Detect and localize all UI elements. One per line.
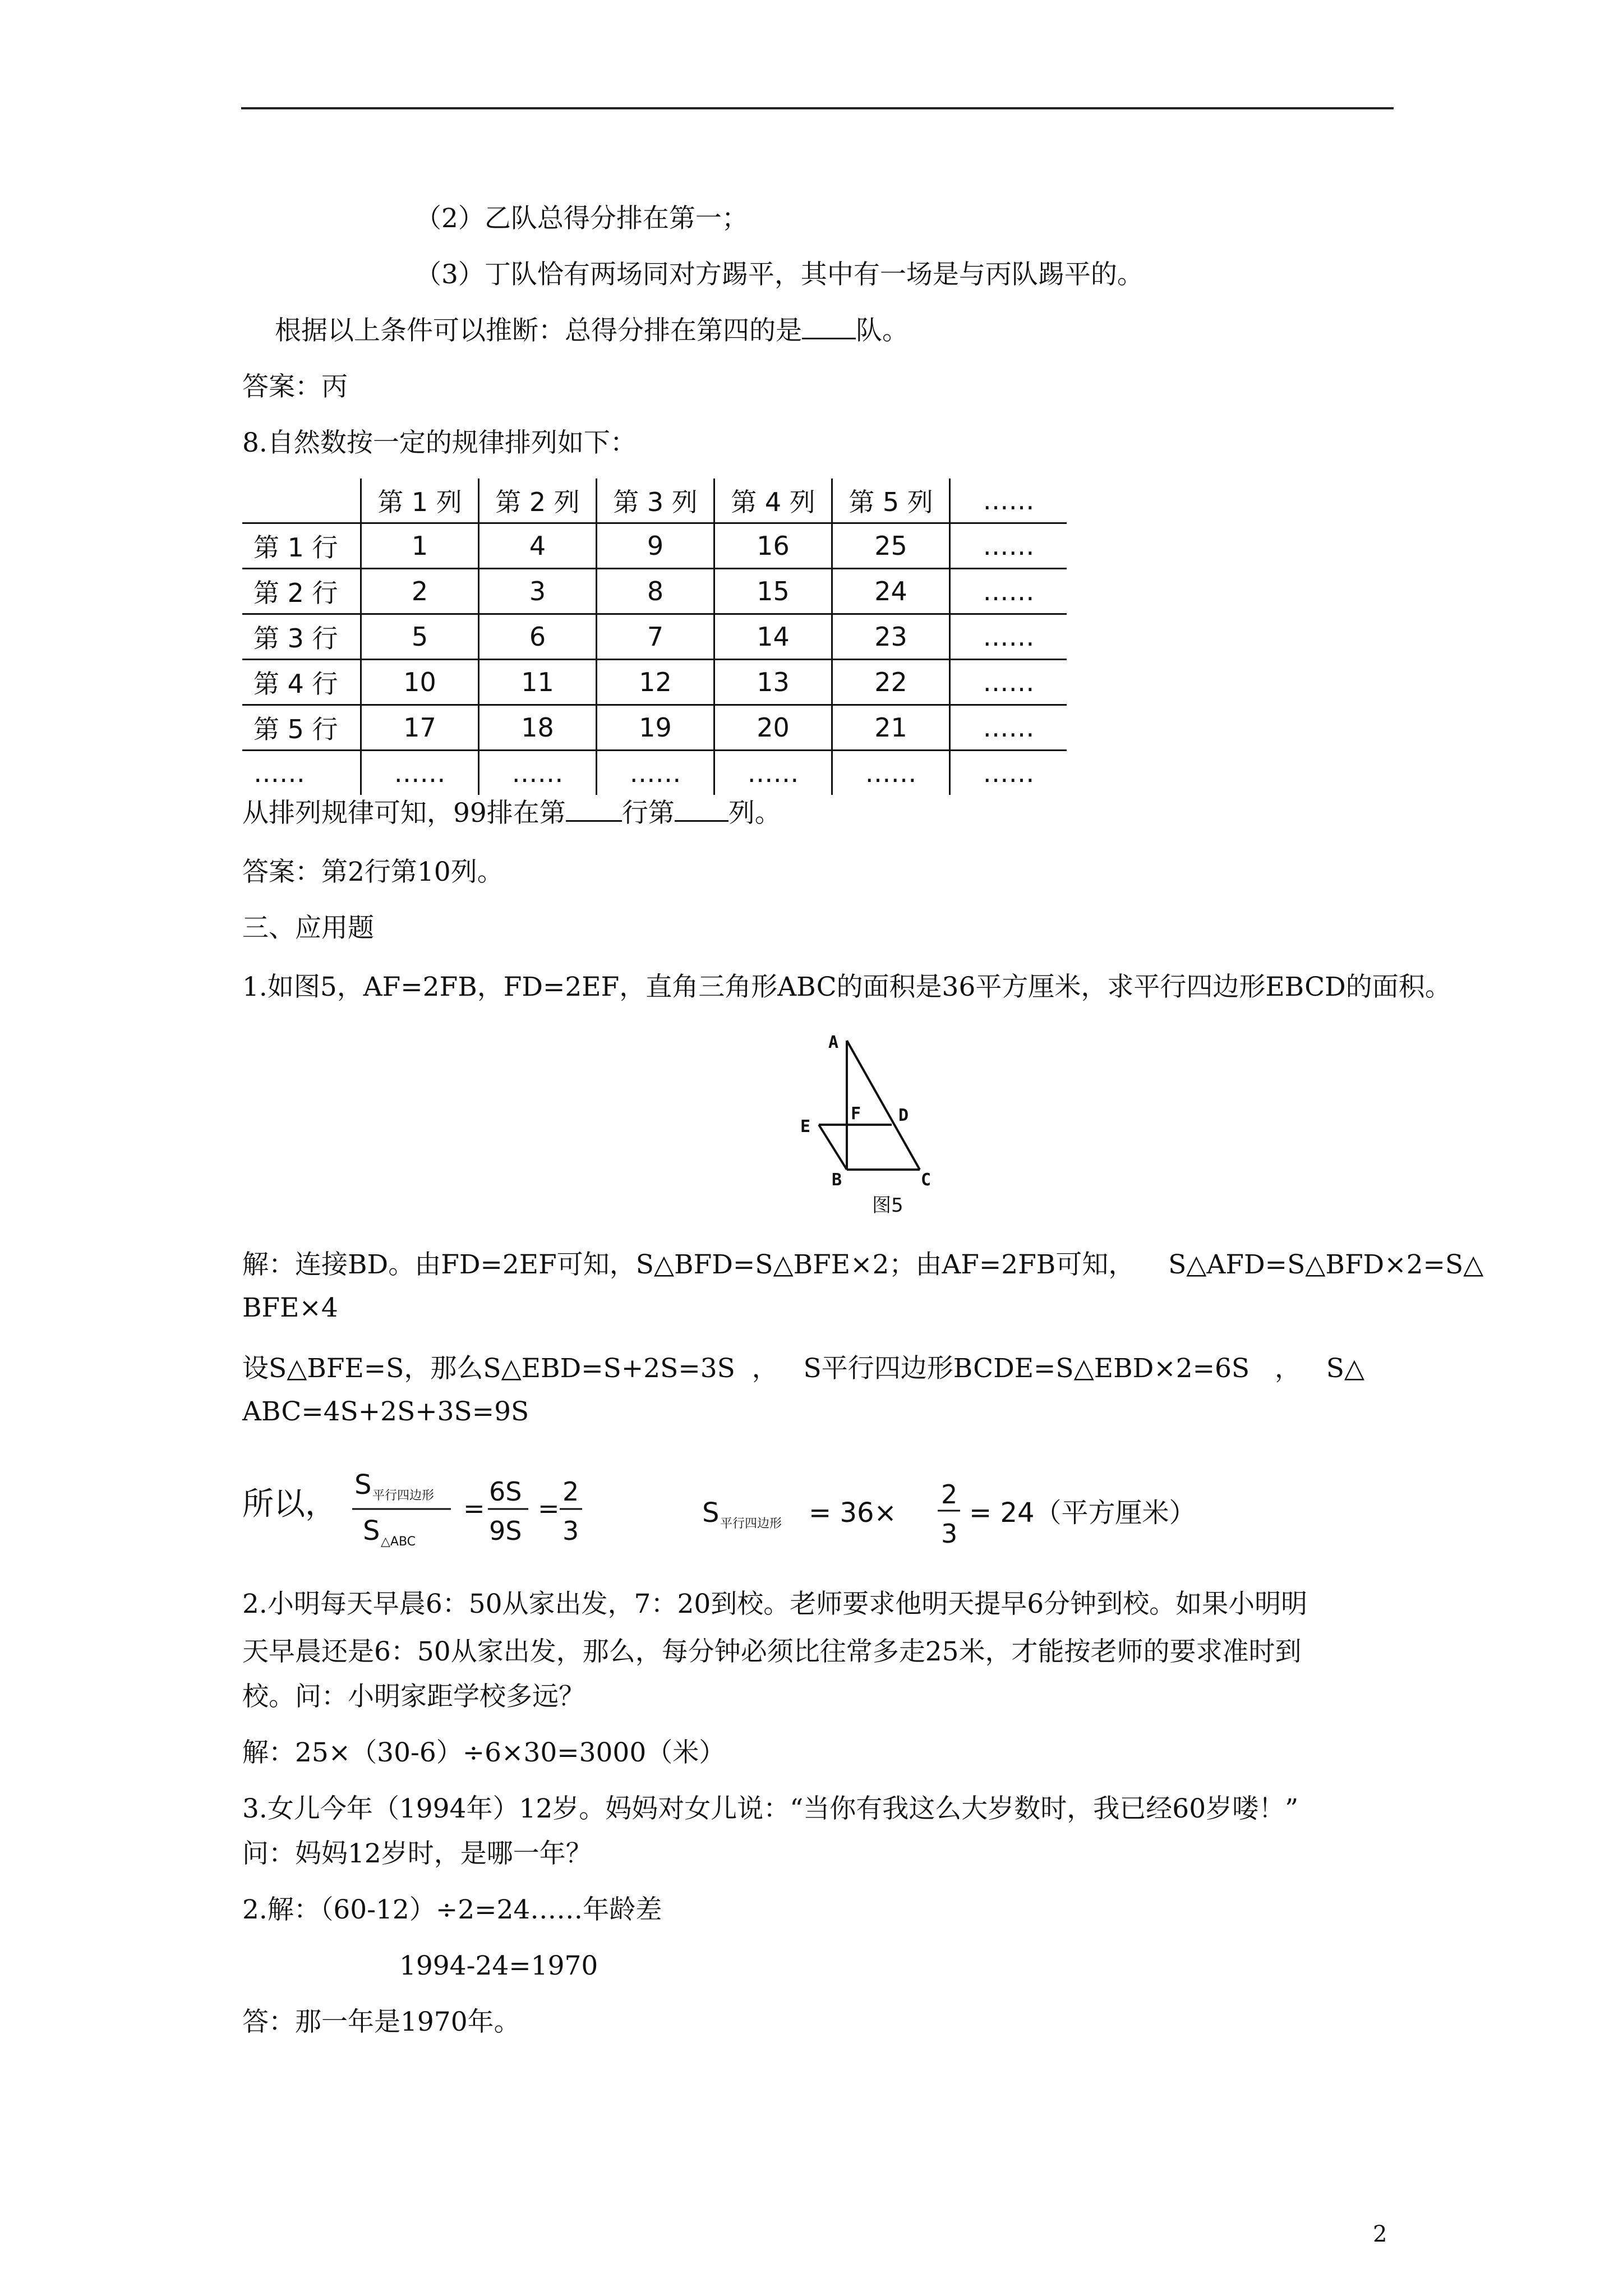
header-rule xyxy=(241,107,1394,109)
table-cell: 第 1 行 xyxy=(242,523,361,569)
table-cell: 2 xyxy=(361,569,479,614)
table-row xyxy=(242,614,1067,660)
solution-1-line-1: 解：连接BD。由FD=2EF可知，S△BFD=S△BFE×2；由AF=2FB可知， S△AFD=S△BFD×2=S△ xyxy=(242,1249,1484,1280)
table-row xyxy=(242,705,1067,751)
label-e: E xyxy=(800,1117,811,1137)
table-cell: 19 xyxy=(597,705,714,751)
table-cell: 第 3 行 xyxy=(242,614,361,660)
application-2-line-1: 2.小明每天早晨6：50从家出发，7：20到校。老师要求他明天提早6分钟到校。如果小明明 xyxy=(242,1589,1308,1619)
table-row xyxy=(242,523,1067,569)
table-cell: 16 xyxy=(714,523,832,569)
solution-1-line-2: BFE×4 xyxy=(242,1292,338,1323)
table-cell: 14 xyxy=(714,614,832,660)
table-cell: 8 xyxy=(597,569,714,614)
table-cell: …… xyxy=(950,569,1067,614)
table-cell: 第 5 行 xyxy=(242,705,361,751)
answer-blank-row xyxy=(566,798,622,822)
table-cell: …… xyxy=(950,614,1067,660)
solution-2: 解：25×（30-6）÷6×30=3000（米） xyxy=(242,1737,726,1768)
table-cell: 21 xyxy=(832,705,950,751)
formula-frac-n: 2 xyxy=(562,1476,579,1507)
table-cell: 11 xyxy=(479,660,597,705)
condition-2: （2）乙队总得分排在第一； xyxy=(415,203,748,234)
table-cell: 1 xyxy=(361,523,479,569)
table-cell: 23 xyxy=(832,614,950,660)
table-row xyxy=(242,751,1067,795)
formula-den: 9S xyxy=(489,1516,522,1546)
answer-blank xyxy=(802,315,856,339)
table-header-row xyxy=(242,478,1067,523)
table-cell: …… xyxy=(361,751,479,795)
formula-frac-d: 3 xyxy=(562,1516,579,1546)
solution-1-formula xyxy=(242,1461,1280,1559)
application-2-line-2: 天早晨还是6：50从家出发，那么，每分钟必须比往常多走25米，才能按老师的要求准时到 xyxy=(242,1636,1302,1667)
label-f: F xyxy=(851,1104,861,1124)
table-cell: …… xyxy=(950,660,1067,705)
table-header-cell: 第 4 列 xyxy=(714,478,832,523)
table-header-cell xyxy=(242,478,361,523)
formula-sub-right: 平行四边形 xyxy=(720,1517,782,1531)
solution-1-line-4: ABC=4S+2S+3S=9S xyxy=(242,1396,529,1427)
formula-mult: = 36× xyxy=(809,1497,897,1529)
line-eb xyxy=(819,1125,847,1170)
table-cell: …… xyxy=(597,751,714,795)
question-7-answer: 答案：丙 xyxy=(242,371,348,402)
table-header-cell: 第 1 列 xyxy=(361,478,479,523)
table-cell: …… xyxy=(950,523,1067,569)
application-1: 1.如图5，AF=2FB，FD=2EF，直角三角形ABC的面积是36平方厘米，求平行四边形EBCD的面积。 xyxy=(242,972,1451,1002)
formula-frac-n-2: 2 xyxy=(941,1479,958,1510)
application-2-line-3: 校。问：小明家距学校多远？ xyxy=(242,1681,585,1712)
table-cell: 18 xyxy=(479,705,597,751)
table-cell: …… xyxy=(950,751,1067,795)
application-3-line-1: 3.女儿今年（1994年）12岁。妈妈对女儿说：“当你有我这么大岁数时，我已经60岁喽！” xyxy=(242,1793,1299,1824)
formula-eq-2: = xyxy=(538,1493,560,1524)
question-8-stem: 8.自然数按一定的规律排列如下： xyxy=(242,427,637,458)
formula-frac-d-2: 3 xyxy=(941,1519,958,1549)
table-cell: …… xyxy=(832,751,950,795)
question-8-answer: 答案：第2行第10列。 xyxy=(242,857,504,887)
table-cell: 6 xyxy=(479,614,597,660)
table-row xyxy=(242,569,1067,614)
table-cell: 4 xyxy=(479,523,597,569)
table-row xyxy=(242,660,1067,705)
formula-s-bottom: S xyxy=(363,1515,380,1547)
table-header-cell: 第 2 列 xyxy=(479,478,597,523)
table-cell: 17 xyxy=(361,705,479,751)
formula-eq-1: = xyxy=(463,1493,485,1524)
label-a: A xyxy=(828,1033,839,1052)
table-cell: 25 xyxy=(832,523,950,569)
table-cell: 22 xyxy=(832,660,950,705)
table-cell: 13 xyxy=(714,660,832,705)
table-cell: 第 4 行 xyxy=(242,660,361,705)
table-cell: 20 xyxy=(714,705,832,751)
section-title: 三、应用题 xyxy=(242,913,374,944)
formula-sub-top: 平行四边形 xyxy=(372,1489,435,1503)
table-cell: …… xyxy=(950,705,1067,751)
answer-blank-col xyxy=(675,798,728,822)
question-8-prompt: 从排列规律可知，99排在第 行第 列。 xyxy=(242,798,781,829)
table-cell: 12 xyxy=(597,660,714,705)
table-cell: 7 xyxy=(597,614,714,660)
formula-result: = 24（平方厘米） xyxy=(969,1497,1196,1529)
question-7-stem: 根据以上条件可以推断：总得分排在第四的是 队。 xyxy=(275,315,909,346)
application-3-line-2: 问：妈妈12岁时，是哪一年？ xyxy=(242,1838,592,1869)
table-header-cell: …… xyxy=(950,478,1067,523)
table-cell: 3 xyxy=(479,569,597,614)
solution-3-line-2: 1994-24=1970 xyxy=(399,1950,598,1981)
table-cell: 10 xyxy=(361,660,479,705)
label-b: B xyxy=(832,1170,842,1190)
formula-s-top: S xyxy=(354,1469,372,1501)
figure-5 xyxy=(788,1027,956,1234)
formula-s-right: S xyxy=(702,1497,720,1529)
table-header-cell: 第 3 列 xyxy=(597,478,714,523)
figure-caption: 图5 xyxy=(872,1194,903,1217)
formula-sub-bottom: △ABC xyxy=(381,1535,416,1549)
table-cell: 5 xyxy=(361,614,479,660)
table-cell: …… xyxy=(714,751,832,795)
label-c: C xyxy=(921,1170,932,1190)
table-cell: 9 xyxy=(597,523,714,569)
table-cell: 15 xyxy=(714,569,832,614)
page-number: 2 xyxy=(1373,2221,1387,2247)
formula-prefix: 所以， xyxy=(242,1486,336,1522)
solution-3-answer: 答：那一年是1970年。 xyxy=(242,2007,520,2037)
label-d: D xyxy=(898,1106,909,1125)
condition-3: （3）丁队恰有两场同对方踢平，其中有一场是与丙队踢平的。 xyxy=(415,259,1144,290)
formula-num: 6S xyxy=(489,1476,522,1507)
table-cell: …… xyxy=(479,751,597,795)
solution-3-line-1: 2.解：（60-12）÷2=24……年龄差 xyxy=(242,1894,662,1925)
table-cell: 24 xyxy=(832,569,950,614)
table-header-cell: 第 5 列 xyxy=(832,478,950,523)
solution-1-line-3: 设S△BFE=S，那么S△EBD=S+2S=3S ， S平行四边形BCDE=S△EBD×2=6S ， S△ xyxy=(242,1353,1365,1384)
table-cell: …… xyxy=(242,751,361,795)
table-cell: 第 2 行 xyxy=(242,569,361,614)
number-arrangement-table xyxy=(242,478,1067,795)
